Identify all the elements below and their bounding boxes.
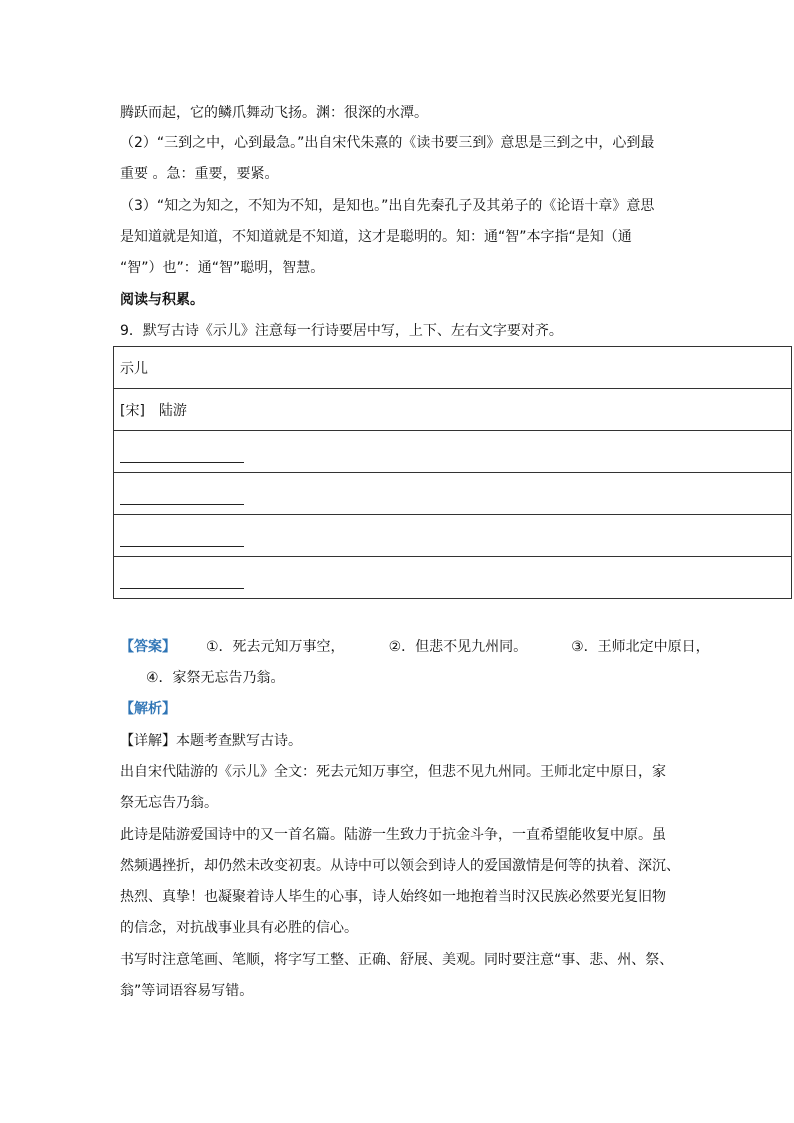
text-line: （2）“三到之中，心到最急。”出自宋代朱熹的《读书要三到》意思是三到之中，心到最 [120,135,655,151]
answer-item: ②．但悲不见九州同。 [388,639,528,655]
table-row [114,431,792,473]
poem-title-cell: 示儿 [114,347,792,389]
answer-line [120,637,710,657]
analysis-line: 热烈、真挚！也凝聚着诗人毕生的心事，诗人始终如一地抱着当时汉民族必然要光复旧物 [120,889,666,905]
answer-tag: 【答案】 [120,639,176,655]
text-line: （3）“知之为知之，不知为不知，是知也。”出自先秦孔子及其弟子的《论语十章》意思 [120,198,655,214]
poem-table [113,346,792,599]
answer-item: ③．王师北定中原日， [571,639,710,655]
table-row [114,347,792,389]
table-row [114,557,792,599]
analysis-line: 出自宋代陆游的《示儿》全文：死去元知万事空，但悲不见九州同。王师北定中原日，家 [120,764,666,780]
blank-cell[interactable] [114,557,792,599]
text-line: 腾跃而起，它的鳞爪舞动飞扬。渊：很深的水潭。 [120,105,428,121]
analysis-line: 的信念，对抗战事业具有必胜的信心。 [120,920,358,936]
text-line: 是知道就是知道，不知道就是不知道，这才是聪明的。知：通“智”本字指“是知（通 [120,229,632,245]
analysis-line: 书写时注意笔画、笔顺，将字写工整、正确、舒展、美观。同时要注意“事、悲、州、祭、 [120,952,674,968]
fill-blank-line [120,448,244,463]
analysis-line: 然频遇挫折，却仍然未改变初衷。从诗中可以领会到诗人的爱国激情是何等的执着、深沉、 [120,858,680,874]
blank-cell[interactable] [114,515,792,557]
question-text: 9．默写古诗《示儿》注意每一行诗要居中写，上下、左右文字要对齐。 [120,323,563,339]
answer-item: ①．死去元知万事空， [206,639,345,655]
table-row [114,473,792,515]
analysis-line: 翁”等词语容易写错。 [120,983,254,999]
fill-blank-line [120,574,244,589]
analysis-line: 此诗是陆游爱国诗中的又一首名篇。陆游一生致力于抗金斗争，一直希望能收复中原。虽 [120,827,666,843]
blank-cell[interactable] [114,431,792,473]
text-line: “智”）也”：通“智”聪明，智慧。 [120,260,325,276]
fill-blank-line [120,532,244,547]
fill-blank-line [120,490,244,505]
poem-author-cell: [宋] 陆游 [114,389,792,431]
table-row [114,515,792,557]
section-heading: 阅读与积累。 [120,292,204,308]
analysis-line: 祭无忘告乃翁。 [120,795,218,811]
analysis-line: 【详解】本题考查默写古诗。 [120,733,302,749]
answer-item: ④．家祭无忘告乃翁。 [146,670,285,686]
table-row [114,389,792,431]
blank-cell[interactable] [114,473,792,515]
text-line: 重要 。急：重要，要紧。 [120,166,279,182]
analysis-tag: 【解析】 [120,701,176,717]
